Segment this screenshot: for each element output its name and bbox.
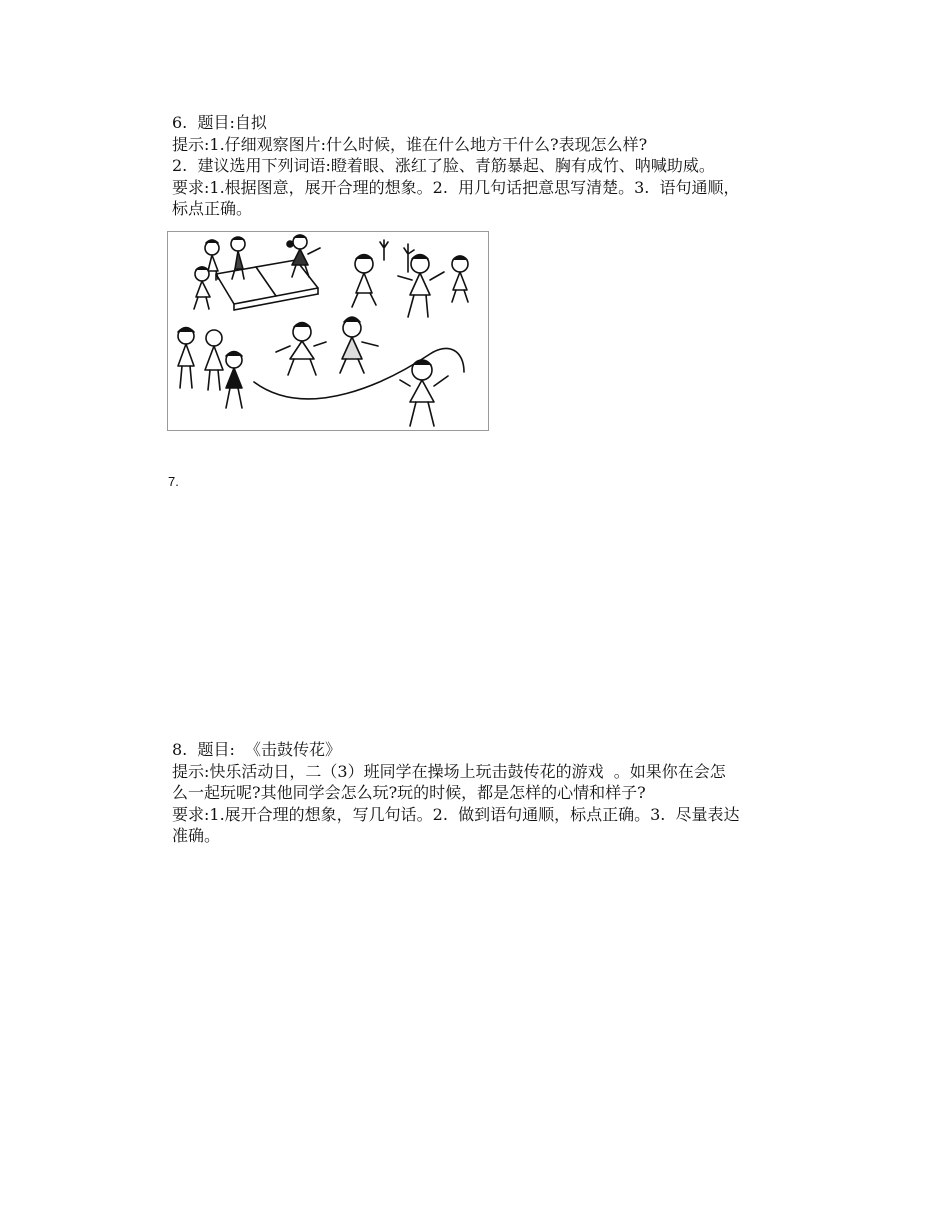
children-cheering xyxy=(352,255,468,318)
question-8-title: 8. 题目: 《击鼓传花》 xyxy=(172,740,342,759)
ping-pong-table xyxy=(216,260,318,310)
question-8-requirement-line-2: 准确。 xyxy=(172,826,221,845)
child-holding-rope xyxy=(400,360,448,426)
question-8-hint-line-1: 提示:快乐活动日，二（3）班同学在操场上玩击鼓传花的游戏 。如果你在会怎 xyxy=(172,761,726,781)
question-8 xyxy=(172,739,822,847)
question-7-number: 7. xyxy=(168,474,179,489)
plants xyxy=(380,240,414,272)
question-8-requirement-line-1: 要求:1.展开合理的想象，写几句话。2. 做到语句通顺，标点正确。3. 尽量表达 xyxy=(172,804,740,824)
question-6-requirement-line-2: 标点正确。 xyxy=(172,199,253,218)
question-6 xyxy=(172,112,822,220)
question-8-hint-line-2: 么一起玩呢?其他同学会怎么玩?玩的时候，都是怎样的心情和样子? xyxy=(172,783,646,802)
children-group xyxy=(178,328,242,409)
question-6-title: 6. 题目:自拟 xyxy=(172,113,267,132)
children-playing-illustration xyxy=(167,231,489,431)
question-6-requirement-line-1: 要求:1.根据图意，展开合理的想象。2. 用几句话把意思写清楚。3. 语句通顺， xyxy=(172,177,740,197)
children-jumping-rope xyxy=(276,317,378,375)
question-6-hint-1: 提示:1.仔细观察图片:什么时候，谁在什么地方干什么?表现怎么样? xyxy=(172,134,648,154)
question-6-hint-2: 2. 建议选用下列词语:瞪着眼、涨红了脸、青筋暴起、胸有成竹、呐喊助威。 xyxy=(172,156,715,175)
